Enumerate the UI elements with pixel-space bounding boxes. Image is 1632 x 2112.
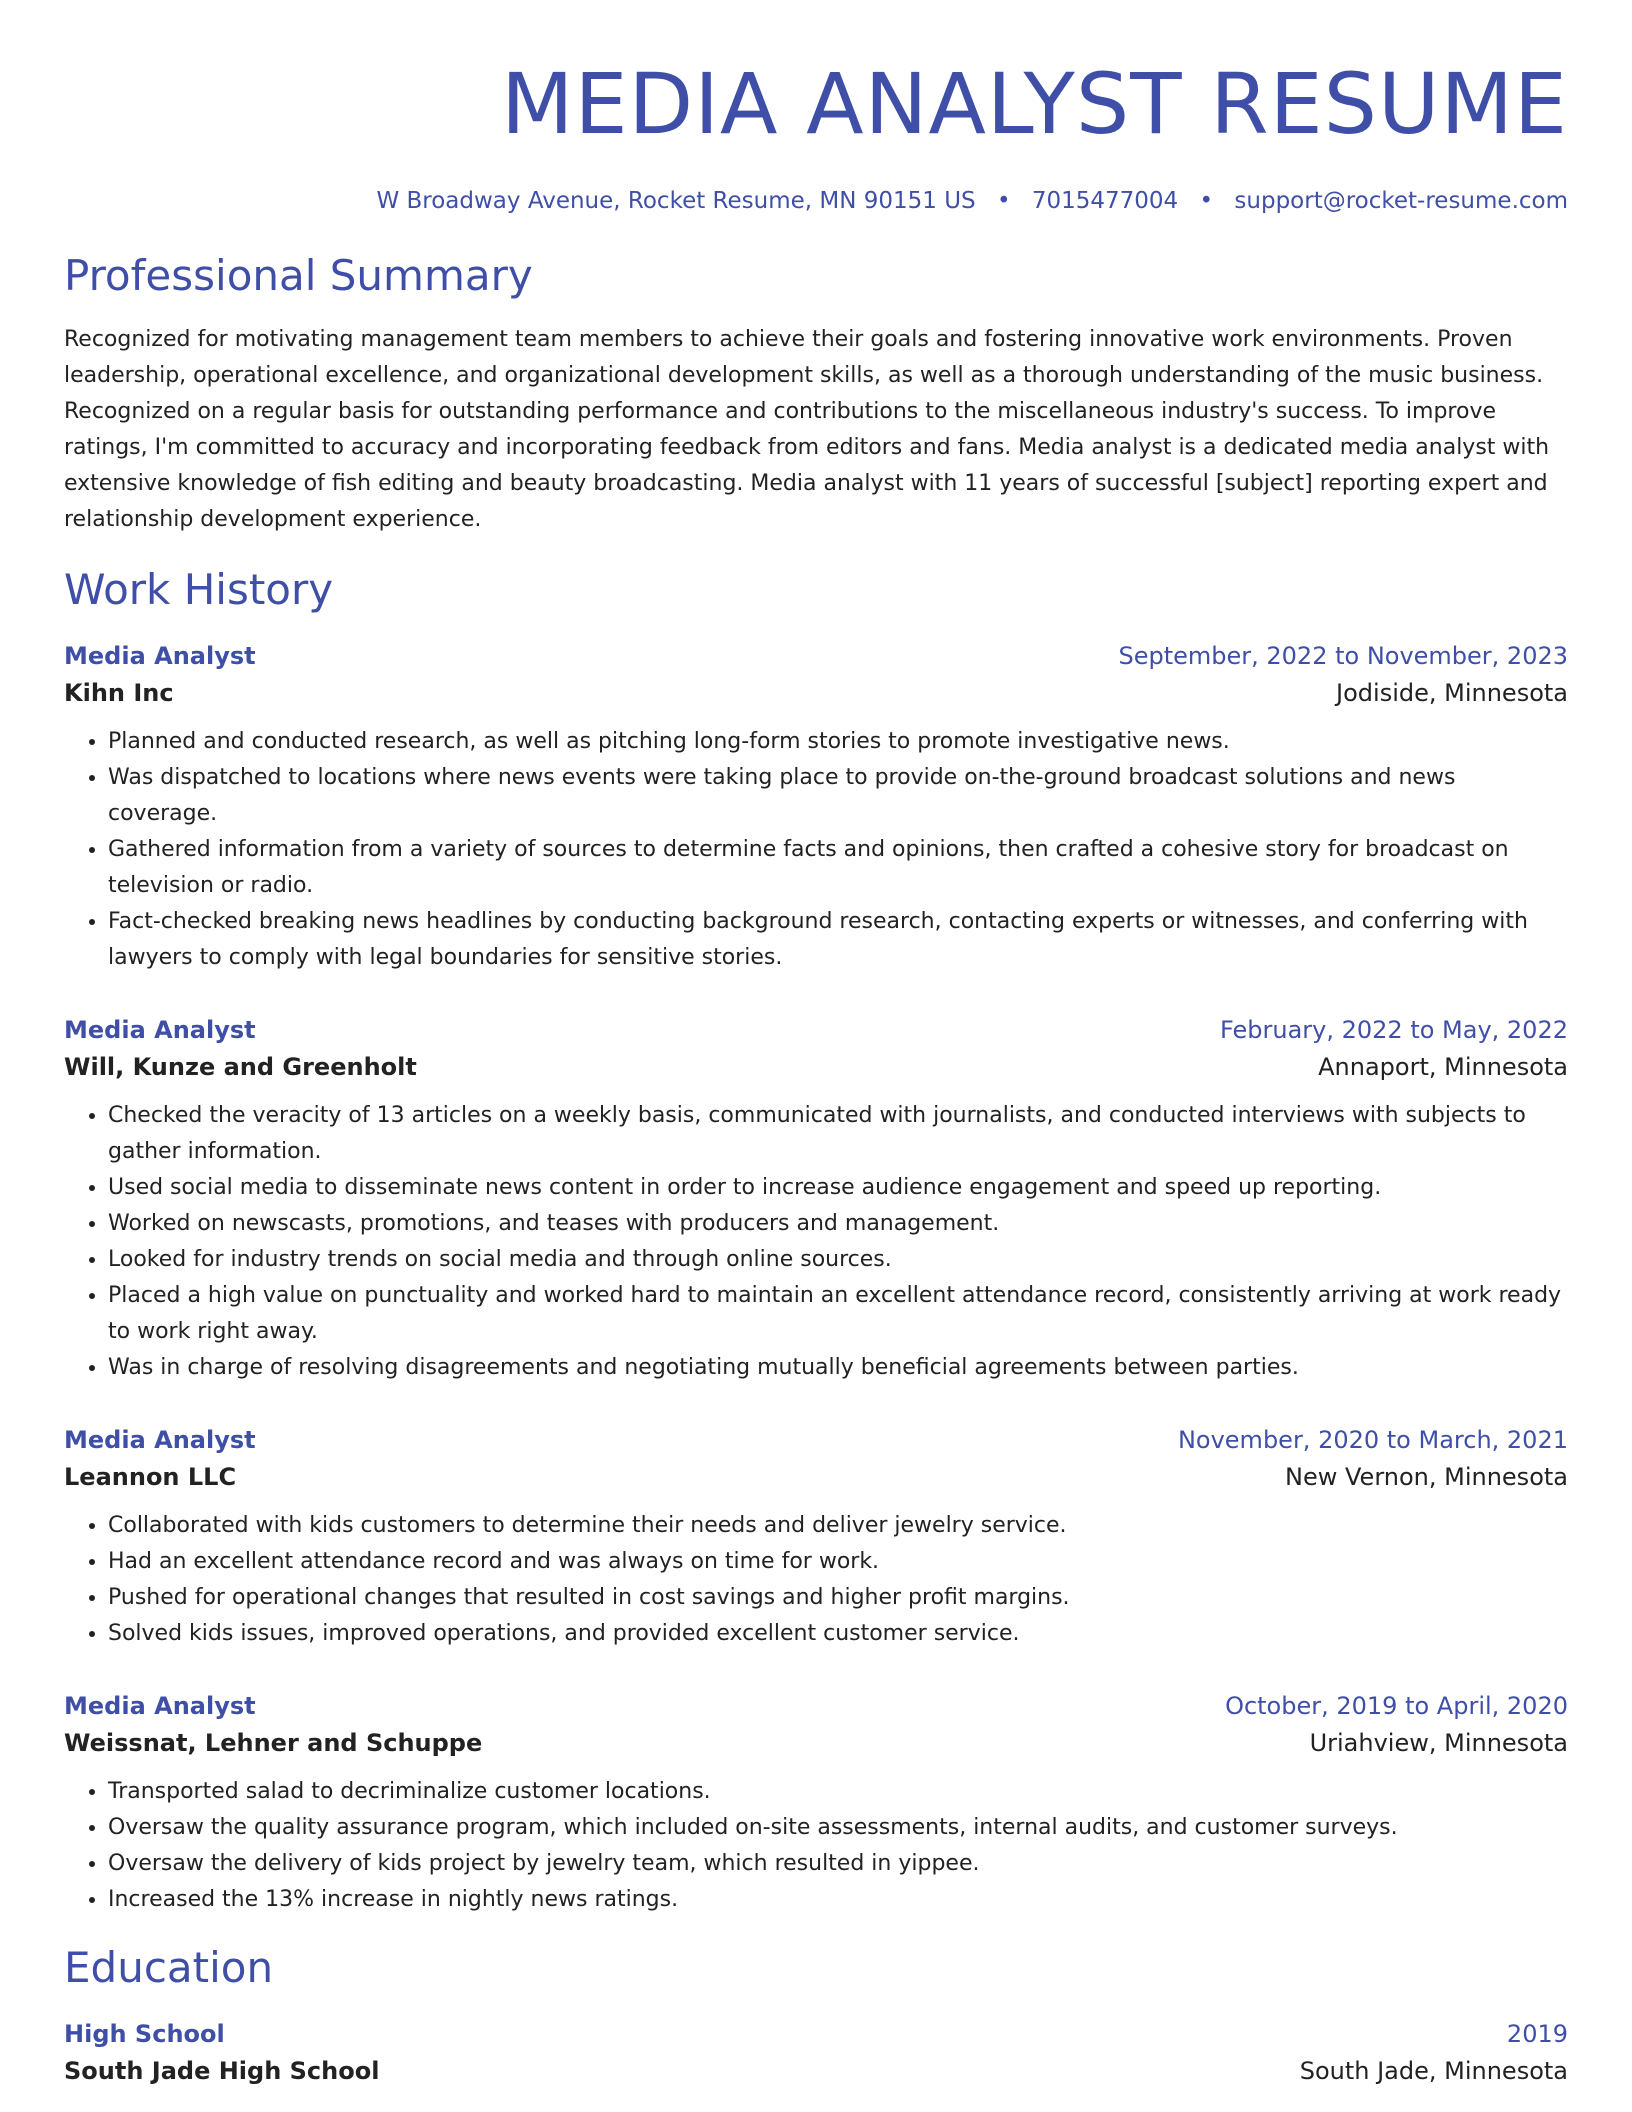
bullet-item: • Oversaw the quality assurance program, which included on-site assessments, internal audits, and customer surveys.: [108, 1810, 1568, 1846]
job-title: Media Analyst: [64, 1016, 256, 1044]
job-bullets: [64, 1098, 1568, 1386]
bullet-item: • Was dispatched to locations where news events were taking place to provide on-the-ground broadcast solutions and news coverage.: [108, 760, 1568, 832]
bullet-item: • Worked on newscasts, promotions, and teases with producers and management.: [108, 1206, 1568, 1242]
job-location: Uriahview, Minnesota: [1309, 1729, 1568, 1757]
job-header-row: [64, 1688, 1568, 1724]
job-employer-row: [64, 1458, 1568, 1496]
employer: Leannon LLC: [64, 1463, 237, 1491]
job-title: Media Analyst: [64, 642, 256, 670]
separator: •: [996, 188, 1011, 214]
bullet-item: • Pushed for operational changes that resulted in cost savings and higher profit margins.: [108, 1580, 1568, 1616]
job-location: Annaport, Minnesota: [1318, 1053, 1568, 1081]
job-location: Jodiside, Minnesota: [1336, 679, 1568, 707]
job-bullets: [64, 724, 1568, 976]
bullet-item: • Oversaw the delivery of kids project by jewelry team, which resulted in yippee.: [108, 1846, 1568, 1882]
school-row: [64, 2052, 1568, 2090]
contact-line: [64, 184, 1568, 218]
job-title: Media Analyst: [64, 1426, 256, 1454]
job-dates: September, 2022 to November, 2023: [1118, 642, 1568, 670]
address: W Broadway Avenue, Rocket Resume, MN 90151 US: [376, 188, 976, 214]
job-bullets: [64, 1774, 1568, 1918]
school-location: South Jade, Minnesota: [1299, 2057, 1568, 2085]
employer: Kihn Inc: [64, 679, 174, 707]
summary-heading: Professional Summary: [64, 251, 533, 300]
phone: 7015477004: [1031, 188, 1179, 214]
job-location: New Vernon, Minnesota: [1285, 1463, 1568, 1491]
job-dates: November, 2020 to March, 2021: [1177, 1426, 1568, 1454]
work-history-heading: Work History: [64, 565, 334, 614]
job-employer-row: [64, 1048, 1568, 1086]
education-header-row: [64, 2016, 1568, 2052]
job-employer-row: [64, 1724, 1568, 1762]
job-employer-row: [64, 674, 1568, 712]
resume-title: MEDIA ANALYST RESUME: [500, 55, 1568, 153]
graduation-year: 2019: [1506, 2020, 1568, 2048]
job-header-row: [64, 1422, 1568, 1458]
bullet-item: • Fact-checked breaking news headlines by conducting background research, contacting experts or witnesses, and conferring with lawyers to comply with legal boundaries for sensitive stories.: [108, 904, 1568, 976]
job-title: Media Analyst: [64, 1692, 256, 1720]
bullet-item: • Planned and conducted research, as well as pitching long-form stories to promote investigative news.: [108, 724, 1568, 760]
bullet-item: • Looked for industry trends on social media and through online sources.: [108, 1242, 1568, 1278]
job-header-row: [64, 1012, 1568, 1048]
bullet-item: • Placed a high value on punctuality and worked hard to maintain an excellent attendance record, consistently arriving at work ready to work right away.: [108, 1278, 1568, 1350]
job-header-row: [64, 638, 1568, 674]
summary-text: Recognized for motivating management team members to achieve their goals and fostering innovative work environments. Proven leadership, operational excellence, and organizational development skills, as well as a thorough understanding of the music business. Recognized on a regular basis for outstanding performance and contributions to the miscellaneous industry's success. To improve ratings, I'm committed to accuracy and incorporating feedback from editors and fans. Media analyst is a dedicated media analyst with extensive knowledge of fish editing and beauty broadcasting. Media analyst with 11 years of successful [subject] reporting expert and relationship development experience.: [64, 327, 1550, 532]
employer: Will, Kunze and Greenholt: [64, 1053, 417, 1081]
job-entry: [64, 638, 1568, 976]
job-dates: February, 2022 to May, 2022: [1220, 1016, 1568, 1044]
bullet-item: • Solved kids issues, improved operations, and provided excellent customer service.: [108, 1616, 1568, 1652]
separator: •: [1199, 188, 1214, 214]
job-bullets: [64, 1508, 1568, 1652]
job-entry: [64, 1012, 1568, 1386]
bullet-item: • Collaborated with kids customers to determine their needs and deliver jewelry service.: [108, 1508, 1568, 1544]
bullet-item: • Was in charge of resolving disagreements and negotiating mutually beneficial agreements between parties.: [108, 1350, 1568, 1386]
education-entry: [64, 2016, 1568, 2090]
job-dates: October, 2019 to April, 2020: [1225, 1692, 1568, 1720]
bullet-item: • Increased the 13% increase in nightly news ratings.: [108, 1882, 1568, 1918]
bullet-item: • Had an excellent attendance record and was always on time for work.: [108, 1544, 1568, 1580]
school-name: South Jade High School: [64, 2057, 380, 2085]
employer: Weissnat, Lehner and Schuppe: [64, 1729, 483, 1757]
job-entry: [64, 1422, 1568, 1652]
bullet-item: • Checked the veracity of 13 articles on a weekly basis, communicated with journalists, and conducted interviews with subjects to gather information.: [108, 1098, 1568, 1170]
degree: High School: [64, 2020, 225, 2048]
bullet-item: • Transported salad to decriminalize customer locations.: [108, 1774, 1568, 1810]
bullet-item: • Used social media to disseminate news content in order to increase audience engagement and speed up reporting.: [108, 1170, 1568, 1206]
education-heading: Education: [64, 1943, 274, 1992]
job-entry: [64, 1688, 1568, 1918]
email-link[interactable]: support@rocket-resume.com: [1234, 188, 1568, 214]
bullet-item: • Gathered information from a variety of sources to determine facts and opinions, then crafted a cohesive story for broadcast on television or radio.: [108, 832, 1568, 904]
